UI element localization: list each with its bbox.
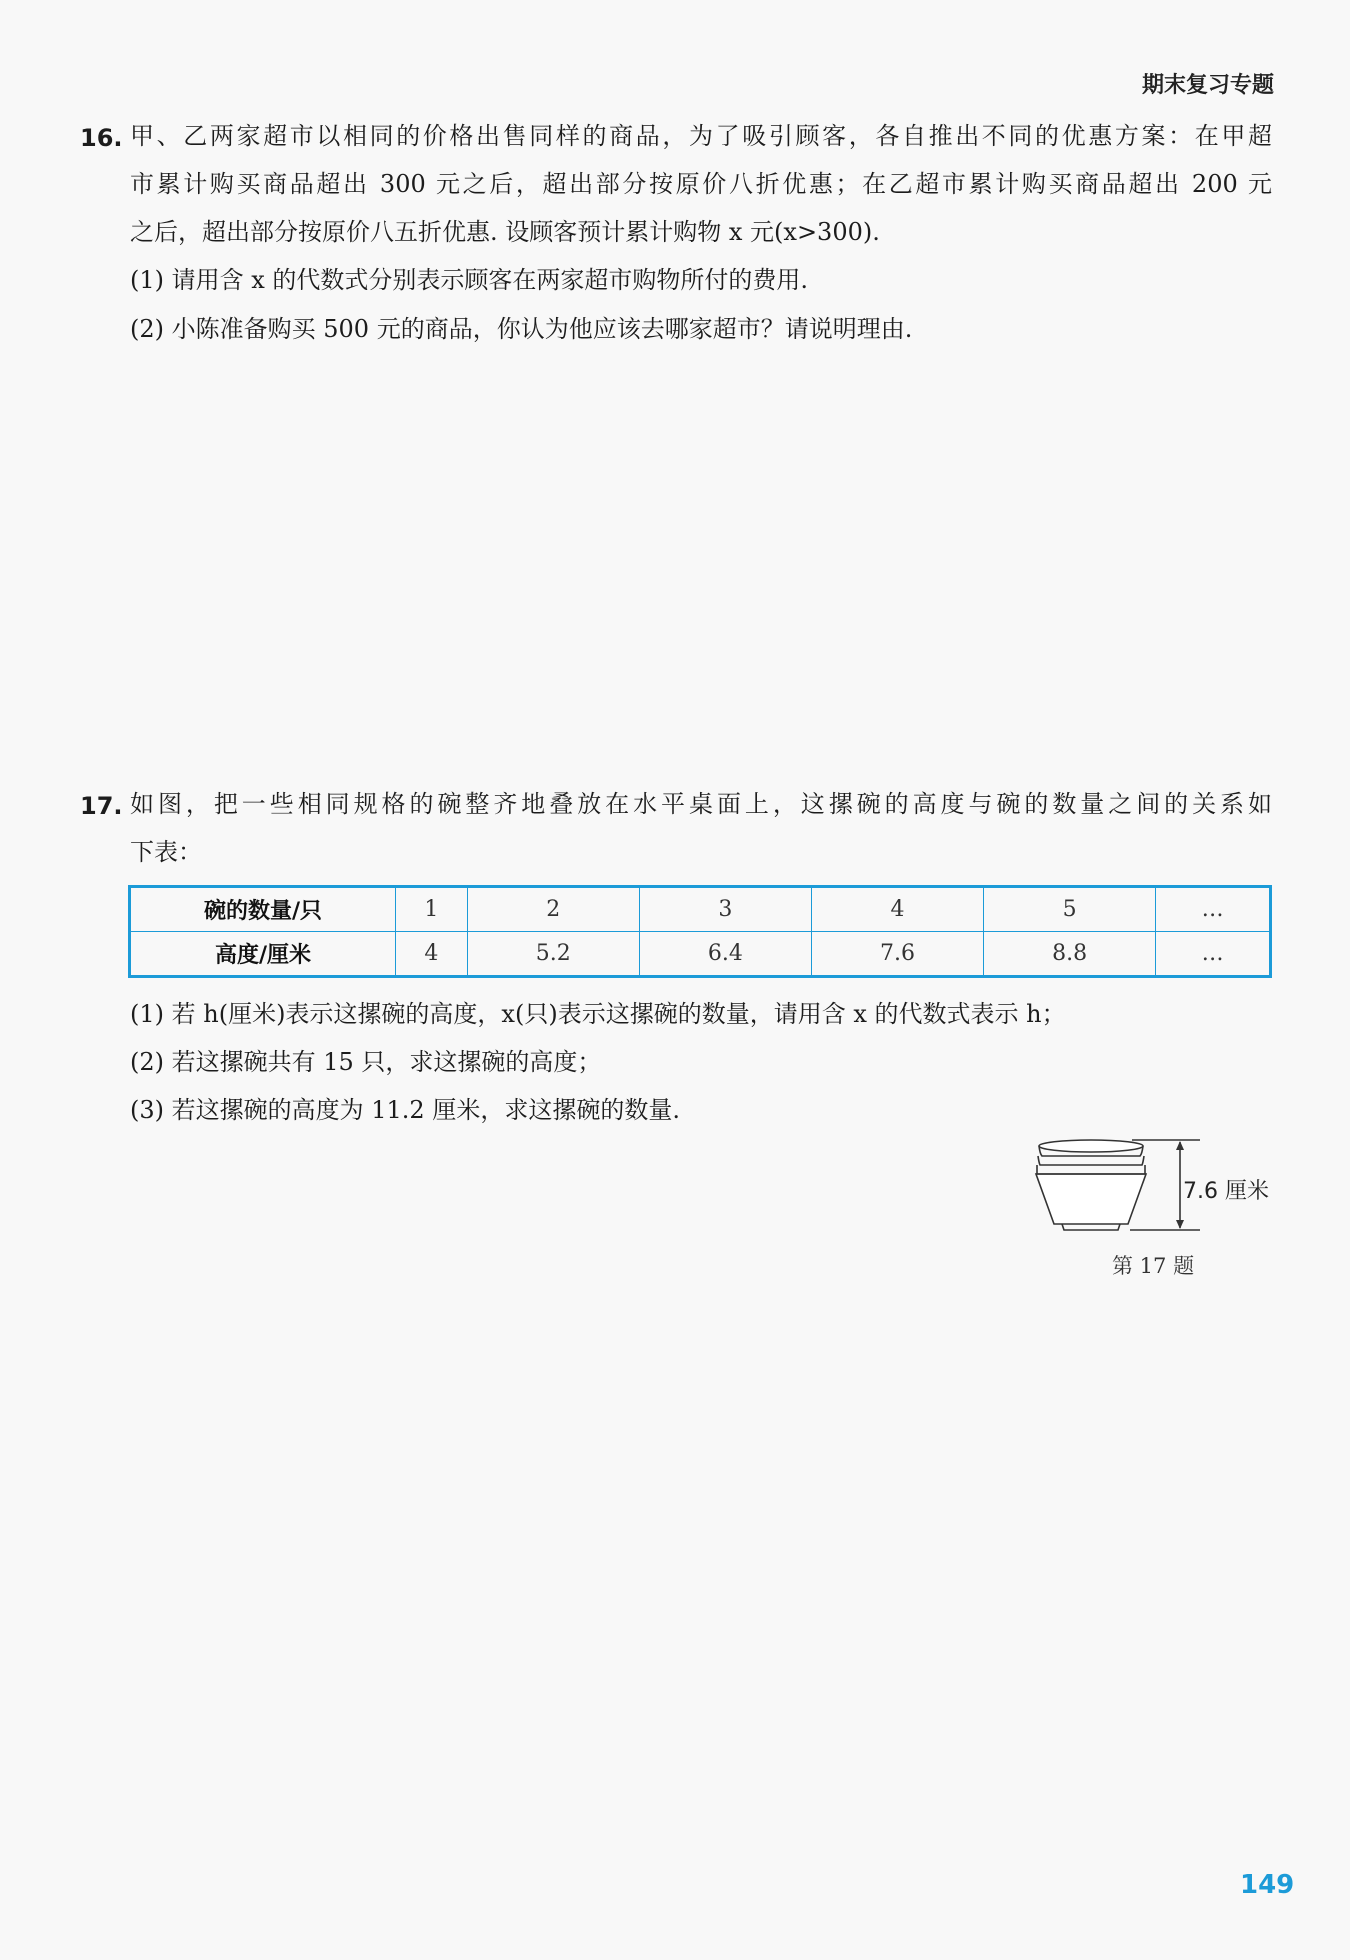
q17-line-1: 如图，把一些相同规格的碗整齐地叠放在水平桌面上，这摞碗的高度与碗的数量之间的关系如 xyxy=(130,790,1272,818)
page-number: 149 xyxy=(1240,1870,1295,1900)
q17-part-3: (3) 若这摞碗的高度为 11.2 厘米，求这摞碗的数量. xyxy=(130,1096,680,1124)
bowl-height-table xyxy=(128,885,1272,978)
table-cell: 4 xyxy=(396,932,468,977)
table-cell: 3 xyxy=(639,887,811,932)
q16-line-1: 甲、乙两家超市以相同的价格出售同样的商品，为了吸引顾客，各自推出不同的优惠方案：在甲超 xyxy=(130,122,1272,150)
table-cell: 8.8 xyxy=(984,932,1156,977)
q16-line-2: 市累计购买商品超出 300 元之后，超出部分按原价八折优惠；在乙超市累计购买商品超出 200 元 xyxy=(130,170,1272,198)
table-cell: … xyxy=(1156,932,1271,977)
question-17-number: 17. xyxy=(80,792,123,820)
table-row-height xyxy=(130,932,1271,977)
q16-line-3: 之后，超出部分按原价八五折优惠. 设顾客预计累计购物 x 元(x>300). xyxy=(130,218,880,246)
table-cell: 6.4 xyxy=(639,932,811,977)
table-cell: … xyxy=(1156,887,1271,932)
table-header-height: 高度/厘米 xyxy=(130,932,396,977)
table-cell: 2 xyxy=(467,887,639,932)
q17-part-2: (2) 若这摞碗共有 15 只，求这摞碗的高度； xyxy=(130,1048,602,1076)
q16-part-1: (1) 请用含 x 的代数式分别表示顾客在两家超市购物所付的费用. xyxy=(130,266,809,294)
stacked-bowls-figure xyxy=(1028,1132,1208,1242)
table-header-count: 碗的数量/只 xyxy=(130,887,396,932)
table-cell: 1 xyxy=(396,887,468,932)
figure-caption: 第 17 题 xyxy=(1112,1254,1195,1278)
figure-dimension-label: 7.6 厘米 xyxy=(1183,1179,1269,1204)
question-16-number: 16. xyxy=(80,124,123,152)
q16-part-2: (2) 小陈准备购买 500 元的商品，你认为他应该去哪家超市？请说明理由. xyxy=(130,315,913,343)
q17-part-1: (1) 若 h(厘米)表示这摞碗的高度，x(只)表示这摞碗的数量，请用含 x 的代数式表示 h； xyxy=(130,1000,1066,1028)
table-cell: 5.2 xyxy=(467,932,639,977)
table-row-count xyxy=(130,887,1271,932)
table-cell: 4 xyxy=(811,887,983,932)
table-cell: 7.6 xyxy=(811,932,983,977)
table-cell: 5 xyxy=(984,887,1156,932)
section-title: 期末复习专题 xyxy=(1141,73,1274,98)
q17-line-2: 下表： xyxy=(130,838,202,866)
